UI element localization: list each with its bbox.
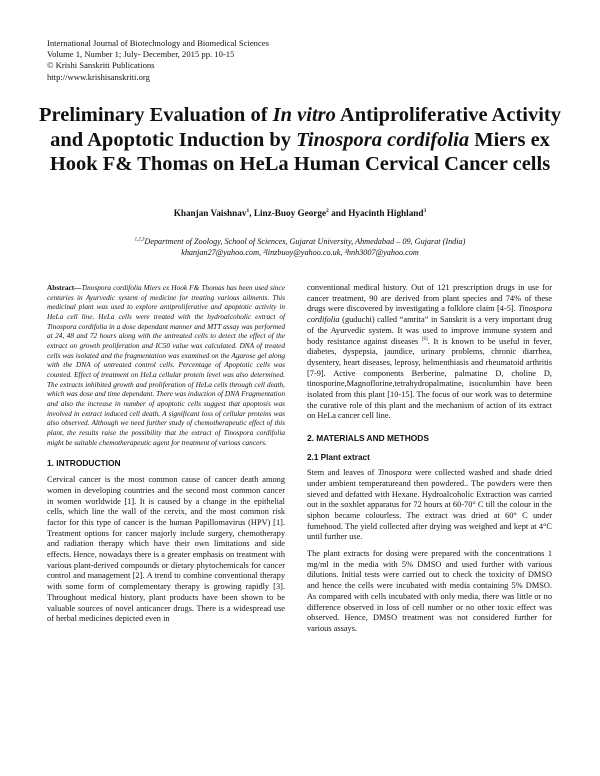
methods-paragraph-2: The plant extracts for dosing were prepared with the concentrations 1 mg/ml in the media with 5% DMSO and used further with various dilutions. Initial tests were carried out to check the toxicity of DMSO and hence the cells were incubated with media containing 5% DMSO. As compared with cells incubated with only media, there was little or no difference observed in loss of cell number or no other toxic effect was observed. Hence, DMSO treatment was not considered further for various assays.	[307, 549, 552, 633]
journal-name: International Journal of Biotechnology and Biomedical Sciences	[47, 38, 269, 48]
left-column	[47, 283, 285, 631]
abstract	[47, 283, 285, 447]
author-3: and Hyacinth Highland	[328, 208, 424, 218]
volume-info: Volume 1, Number 1; July- December, 2015 pp. 10-15	[47, 49, 235, 60]
abstract-text: Tinospora cordifolia Miers ex Hook F& Thomas has been used since centuries in Ayurvedic system of medicine for treating various ailments. This medicinal plant was used to explore antiproliferative and apoptotic activity in HeLa cell line. HeLa cells were treated with the hydroalcoholic extract of Tinospora cordifolia in a dose dependant manner and MTT assay was performed at 24, 48 and 72 hours along with the untreated cells to detect the effect of the extract on growth proliferation and IC50 value was calculated. DNA of treated cells was isolated and the fragmentation was examined on the Agarose gel along with the DNA of untreated control cells. Percentage of Apoptotic cells was counted. Effect of treatment on HeLa cellular protein level was also determined. The extracts inhibited growth and proliferation of HeLa cells through cell death, which was dose and time dependant. There was induction of DNA Fragmentation and also the increase in number of apoptotic cells suggest that apoptosis was involved in extract induced cell death. A significant loss of cellular proteins was also observed. Although we need further study of chemotherapeutic effect of this plant, the results raise the possibility that the extract of Tinospora cordifolia might be suitable chemotherapeutic agent for treatment of various cancers.	[47, 283, 285, 447]
author-3-sup: 3	[423, 207, 427, 214]
paper-title	[30, 103, 570, 177]
methods-paragraph-1: Stem and leaves of Tinospora were collected washed and shade dried under ambient temperatureand then powdered.. The powders were then sieved and defatted with Hexane. Hydroalcoholic Extraction was carried out in the soxhlet apparatus for 72 hours at 60-70° C till the colour in the siphon became colourless. The extract was dried at 60° C under fumehood. The yield collected after drying was weighed and kept at 4°C until further use.	[307, 468, 552, 542]
author-1-sup: 1	[246, 207, 250, 214]
title-italic2: Tinospora cordifolia	[296, 128, 470, 151]
journal-header	[47, 38, 269, 83]
intro-paragraph-2: conventional medical history. Out of 121 prescription drugs in use for cancer treatment, 90 are derived from plant species and 74% of these drugs were discovered by investigating a folklore claim [4-5]. Tinospora cordifolia (guduchi) called “amrita” in Sanskrit is a very important drug of the Ayurvedic system. It was used to improve immune system and body resistance against diseases [6]. It is known to be useful in fever, diabetes, dyspepsia, jaundice, urinary problems, chronic diarrhea, dysentery, heart diseases, leprosy, helmenthiasis and rheumatoid arthritis [7-9]. Active components Berberine, palmatine D, choline D, tinosporine,Magnoflorine,tetrahydropalmatine, isocolumbin have been isolated from this plant [10-15]. The focus of our work was to determine the curative role of this plant and the mechanism of action of its extract on HeLa cancer cell line.	[307, 283, 552, 421]
intro-paragraph-1: Cervical cancer is the most common cause of cancer death among women in developing countries and the second most common cancer in women worldwide [1]. It is caused by a change in the epithelial cells, which line the wall of the cervix, and the most common risk factor for this type of cancer is the human Papillomavirus (HPV) [1]. Treatment options for cancer majorly include surgery, chemotherapy and radiation therapy which have their own limitations and side effects. Hence, nowadays there is a greater emphasis on treatment with various plant-derived compounds or dietary phytochemicals for cancer control and management [2]. A trend to combine conventional therapy with some form of complementary therapy is growing rapidly [3]. Throughout medical history, plant products have been shown to be valuable sources of novel anticancer drugs. There is a widespread use of herbal medicines depicted even in	[47, 475, 285, 624]
title-part3: Miers ex Hook F& Thomas on HeLa Human Cervical Cancer cells	[49, 128, 551, 175]
affiliation-sup: 1,2,3	[134, 237, 145, 243]
title-part1: Preliminary Evaluation of	[39, 104, 273, 126]
section-heading-methods: 2. MATERIALS AND METHODS	[307, 433, 429, 444]
author-list	[0, 208, 600, 218]
right-column	[307, 283, 552, 641]
author-1: Khanjan Vaishnav	[173, 208, 247, 218]
title-italic1: In vitro	[272, 104, 336, 126]
citation-sup: [6]	[421, 336, 428, 342]
abstract-label: Abstract—	[47, 283, 82, 292]
journal-url[interactable]: http://www.krishisanskriti.org	[47, 71, 150, 82]
section-heading-introduction: 1. INTRODUCTION	[47, 458, 121, 469]
affiliation	[80, 236, 520, 258]
affiliation-line1: Department of Zoology, School of Sciences, Gujarat University, Ahmedabad – 09, Gujarat (India)	[144, 237, 466, 246]
subsection-heading-plant-extract: 2.1 Plant extract	[307, 453, 370, 463]
affiliation-emails: khanjan27@yahoo.com, ²linzbuoy@yahoo.co.uk, ³hnh3007@yahoo.com	[181, 248, 419, 257]
publisher: © Krishi Sanskriti Publications	[47, 60, 155, 71]
title-part2: Antiproliferative Activity and Apoptotic Induction by	[50, 104, 561, 151]
author-2-sup: 2	[326, 207, 329, 214]
author-2: , Linz-Buoy George	[249, 208, 327, 218]
